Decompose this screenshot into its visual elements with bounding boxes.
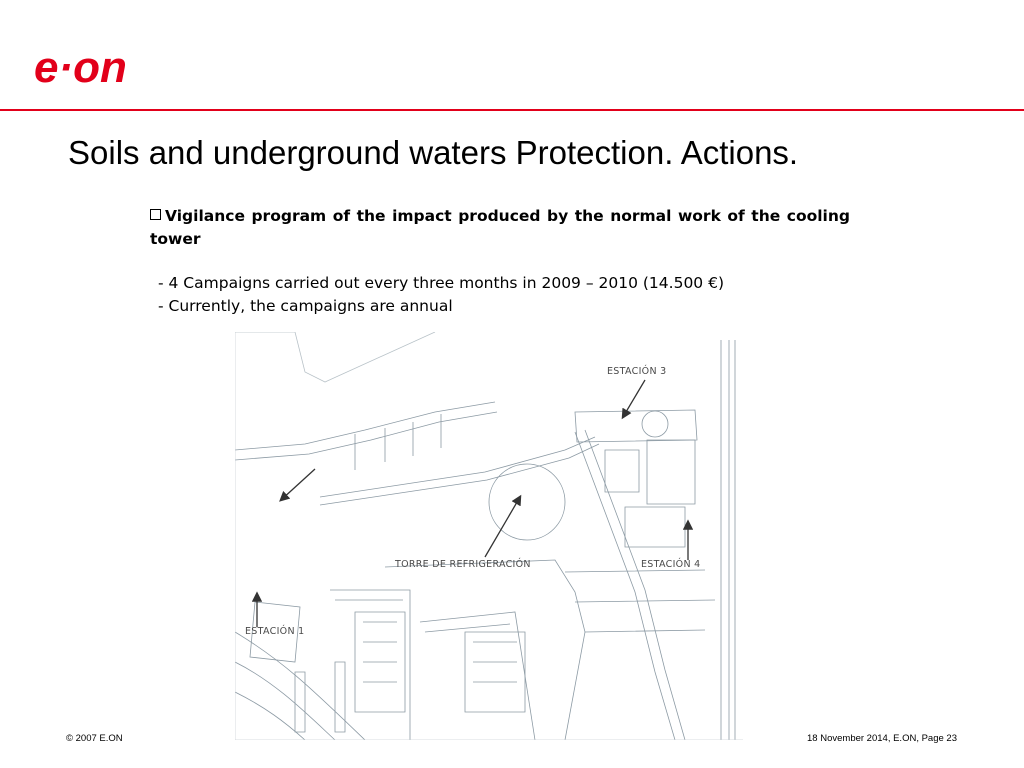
- label-station3: ESTACIÓN 3: [607, 366, 667, 377]
- list-item: - 4 Campaigns carried out every three months in 2009 – 2010 (14.500 €): [158, 274, 725, 292]
- arrow-tower: [485, 497, 520, 557]
- eon-logo-text: e·on: [34, 48, 127, 90]
- campaign-list: [158, 272, 850, 318]
- arrow-station3: [623, 380, 645, 417]
- bullet-heading: [150, 205, 850, 251]
- pointer-arrows: [257, 380, 688, 627]
- content-block: [150, 205, 850, 318]
- footer-copyright: © 2007 E.ON: [66, 733, 123, 744]
- slide-title: Soils and underground waters Protection. Actions.: [68, 134, 799, 171]
- site-plan-drawing: [235, 332, 743, 740]
- eon-logo: [34, 48, 169, 90]
- label-station4: ESTACIÓN 4: [641, 559, 701, 570]
- label-station1: ESTACIÓN 1: [245, 626, 305, 637]
- heading-text: Vigilance program of the impact produced by the normal work of the cooling tower: [150, 207, 850, 248]
- arrow-left: [281, 469, 315, 500]
- footer-page-info: 18 November 2014, E.ON, Page 23: [807, 733, 957, 744]
- plan-linework: [235, 332, 743, 740]
- header-divider: [0, 109, 1024, 111]
- site-plan-map: [235, 332, 743, 740]
- list-item: - Currently, the campaigns are annual: [158, 297, 453, 315]
- label-tower: TORRE DE REFRIGERACIÓN: [395, 559, 531, 570]
- checkbox-bullet-icon: [150, 209, 161, 220]
